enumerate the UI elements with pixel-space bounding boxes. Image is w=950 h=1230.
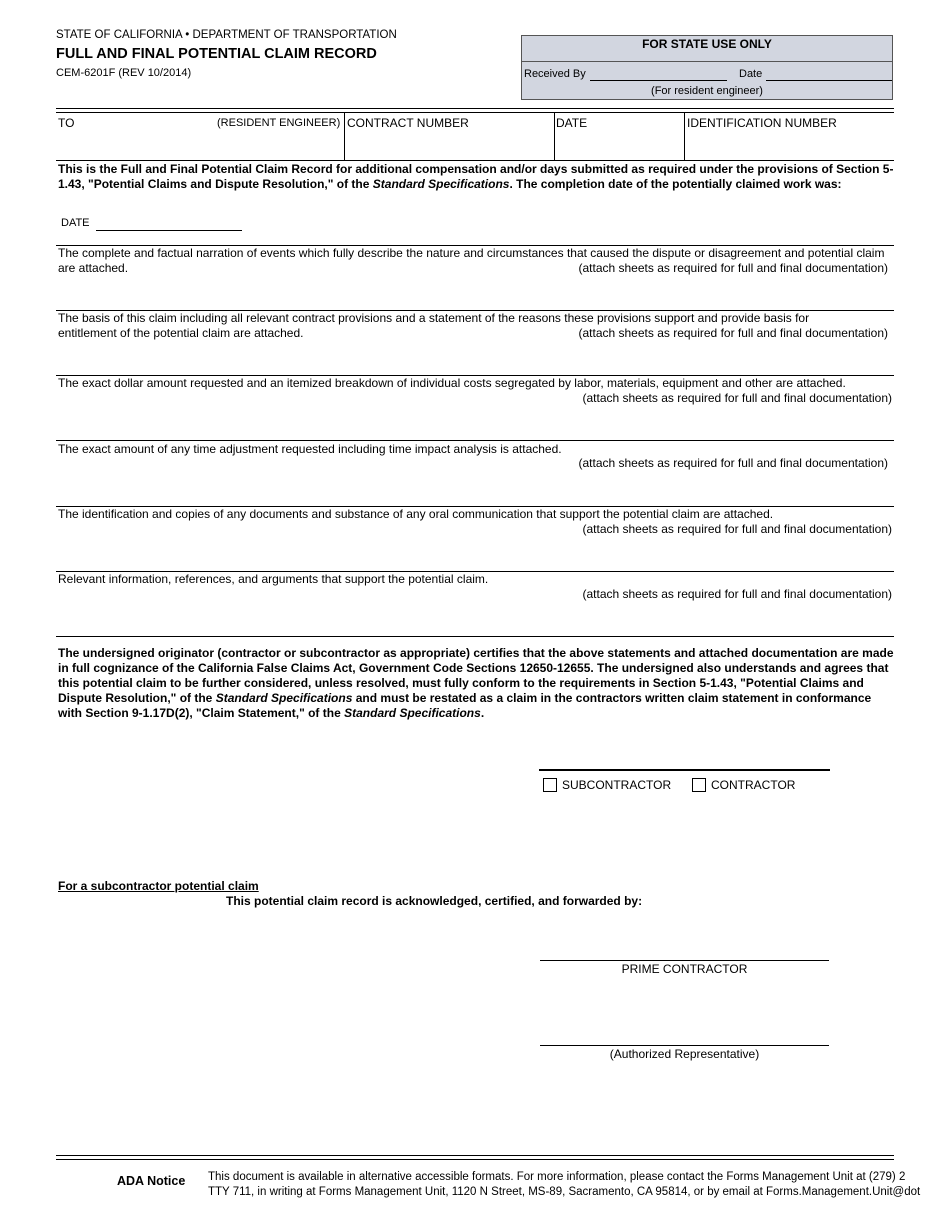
received-by-label: Received By bbox=[524, 68, 586, 80]
received-by-field[interactable] bbox=[590, 67, 727, 81]
state-date-label: Date bbox=[739, 68, 763, 80]
section-dollar-attach: (attach sheets as required for full and final documentation) bbox=[582, 391, 892, 405]
header-rule-2 bbox=[56, 112, 894, 113]
resident-engineer-note: (For resident engineer) bbox=[651, 85, 763, 97]
section-relevant-text: Relevant information, references, and arguments that support the potential claim. bbox=[58, 572, 489, 586]
certification-rule bbox=[56, 636, 894, 637]
form-number: CEM-6201F (REV 10/2014) bbox=[56, 67, 192, 79]
contract-number-field[interactable] bbox=[347, 134, 552, 158]
subcontractor-heading: For a subcontractor potential claim bbox=[58, 879, 259, 893]
section-documents-text: The identification and copies of any documents and substance of any oral communication that support the potential claim are attached. bbox=[58, 507, 774, 521]
form-title: FULL AND FINAL POTENTIAL CLAIM RECORD bbox=[56, 46, 377, 62]
divider-to bbox=[344, 113, 345, 160]
date-field[interactable] bbox=[556, 134, 682, 158]
authorized-rep-label: (Authorized Representative) bbox=[609, 1047, 760, 1061]
ada-notice-label: ADA Notice bbox=[117, 1174, 186, 1188]
state-use-box bbox=[521, 35, 893, 100]
section-narration-attach: (attach sheets as required for full and final documentation) bbox=[578, 261, 888, 275]
section-basis-text: The basis of this claim including all relevant contract provisions and a statement of the reasons these provisions support and provide basis for entitlement of the potential claim are attached. bbox=[58, 311, 810, 340]
ada-notice-text bbox=[208, 1170, 950, 1200]
section-documents-attach: (attach sheets as required for full and final documentation) bbox=[582, 522, 892, 536]
contract-number-label: CONTRACT NUMBER bbox=[347, 116, 469, 130]
top-fields-rule bbox=[56, 160, 894, 161]
subcontractor-checkbox[interactable] bbox=[543, 778, 557, 792]
to-field[interactable] bbox=[58, 134, 342, 158]
section-basis-attach: (attach sheets as required for full and final documentation) bbox=[578, 326, 888, 340]
ada-line-2: TTY 711, in writing at Forms Management Unit, 1120 N Street, MS-89, Sacramento, CA 95814, or by email at Forms.Management.Unit@dot bbox=[208, 1186, 921, 1198]
state-box-divider bbox=[522, 61, 892, 62]
authorized-rep-signature-line[interactable] bbox=[540, 1045, 829, 1046]
section-time-attach: (attach sheets as required for full and final documentation) bbox=[578, 456, 888, 470]
intro-statement: This is the Full and Final Potential Claim Record for additional compensation and/or days submitted as required under the provisions of Section 5-1.43, "Potential Claims and Dispute Resolution," of the Standard Specifications. The completion date of the potentially claimed work was: bbox=[58, 162, 894, 191]
footer-rule-2 bbox=[56, 1159, 894, 1160]
agency-name: STATE OF CALIFORNIA • DEPARTMENT OF TRANSPORTATION bbox=[56, 29, 397, 41]
prime-contractor-label: PRIME CONTRACTOR bbox=[621, 962, 748, 976]
section-4-rule bbox=[56, 440, 894, 441]
state-date-field[interactable] bbox=[766, 67, 892, 81]
prime-contractor-signature-line[interactable] bbox=[540, 960, 829, 961]
subcontractor-label: SUBCONTRACTOR bbox=[562, 778, 672, 792]
subcontractor-option[interactable] bbox=[543, 778, 671, 793]
contractor-checkbox[interactable] bbox=[692, 778, 706, 792]
to-label: TO bbox=[58, 116, 75, 130]
header-rule-1 bbox=[56, 108, 894, 109]
identification-number-field[interactable] bbox=[687, 134, 892, 158]
certification-statement: The undersigned originator (contractor or subcontractor as appropriate) certifies that the above statements and attached documentation are made in full cognizance of the California False Claims Act, Government Code Sections 12650-12655. The undersigned also understands and agrees that this potential claim to be further considered, unless resolved, must fully conform to the requirements in Section 5-1.43, "Potential Claims and Dispute Resolution," of the Standard Specifications and must be restated as a claim in the contractors written claim statement in conformance with Section 9-1.17D(2), "Claim Statement," of the Standard Specifications. bbox=[58, 646, 894, 720]
divider-contract bbox=[554, 113, 555, 160]
contractor-label: CONTRACTOR bbox=[711, 778, 796, 792]
identification-number-label: IDENTIFICATION NUMBER bbox=[687, 116, 837, 130]
section-relevant-attach: (attach sheets as required for full and final documentation) bbox=[582, 587, 892, 601]
to-hint: (RESIDENT ENGINEER) bbox=[217, 117, 341, 129]
originator-signature-line bbox=[539, 769, 830, 771]
completion-date-field[interactable] bbox=[96, 216, 242, 231]
section-narration-text: The complete and factual narration of events which fully describe the nature and circumstances that caused the dispute or disagreement and potential claim are attached. bbox=[58, 246, 885, 275]
section-dollar-text: The exact dollar amount requested and an itemized breakdown of individual costs segregated by labor, materials, equipment and other are attached. bbox=[58, 376, 846, 390]
ada-line-1: This document is available in alternative accessible formats. For more information, please contact the Forms Management Unit at (279) 2 bbox=[208, 1171, 906, 1183]
completion-date-label: DATE bbox=[61, 217, 90, 229]
date-label: DATE bbox=[556, 116, 588, 130]
footer-rule-1 bbox=[56, 1155, 894, 1156]
divider-date bbox=[684, 113, 685, 160]
contractor-option[interactable] bbox=[692, 778, 795, 793]
state-use-title: FOR STATE USE ONLY bbox=[642, 37, 772, 51]
forwarded-statement: This potential claim record is acknowledged, certified, and forwarded by: bbox=[226, 894, 643, 908]
section-time-text: The exact amount of any time adjustment requested including time impact analysis is attached. bbox=[58, 442, 562, 456]
